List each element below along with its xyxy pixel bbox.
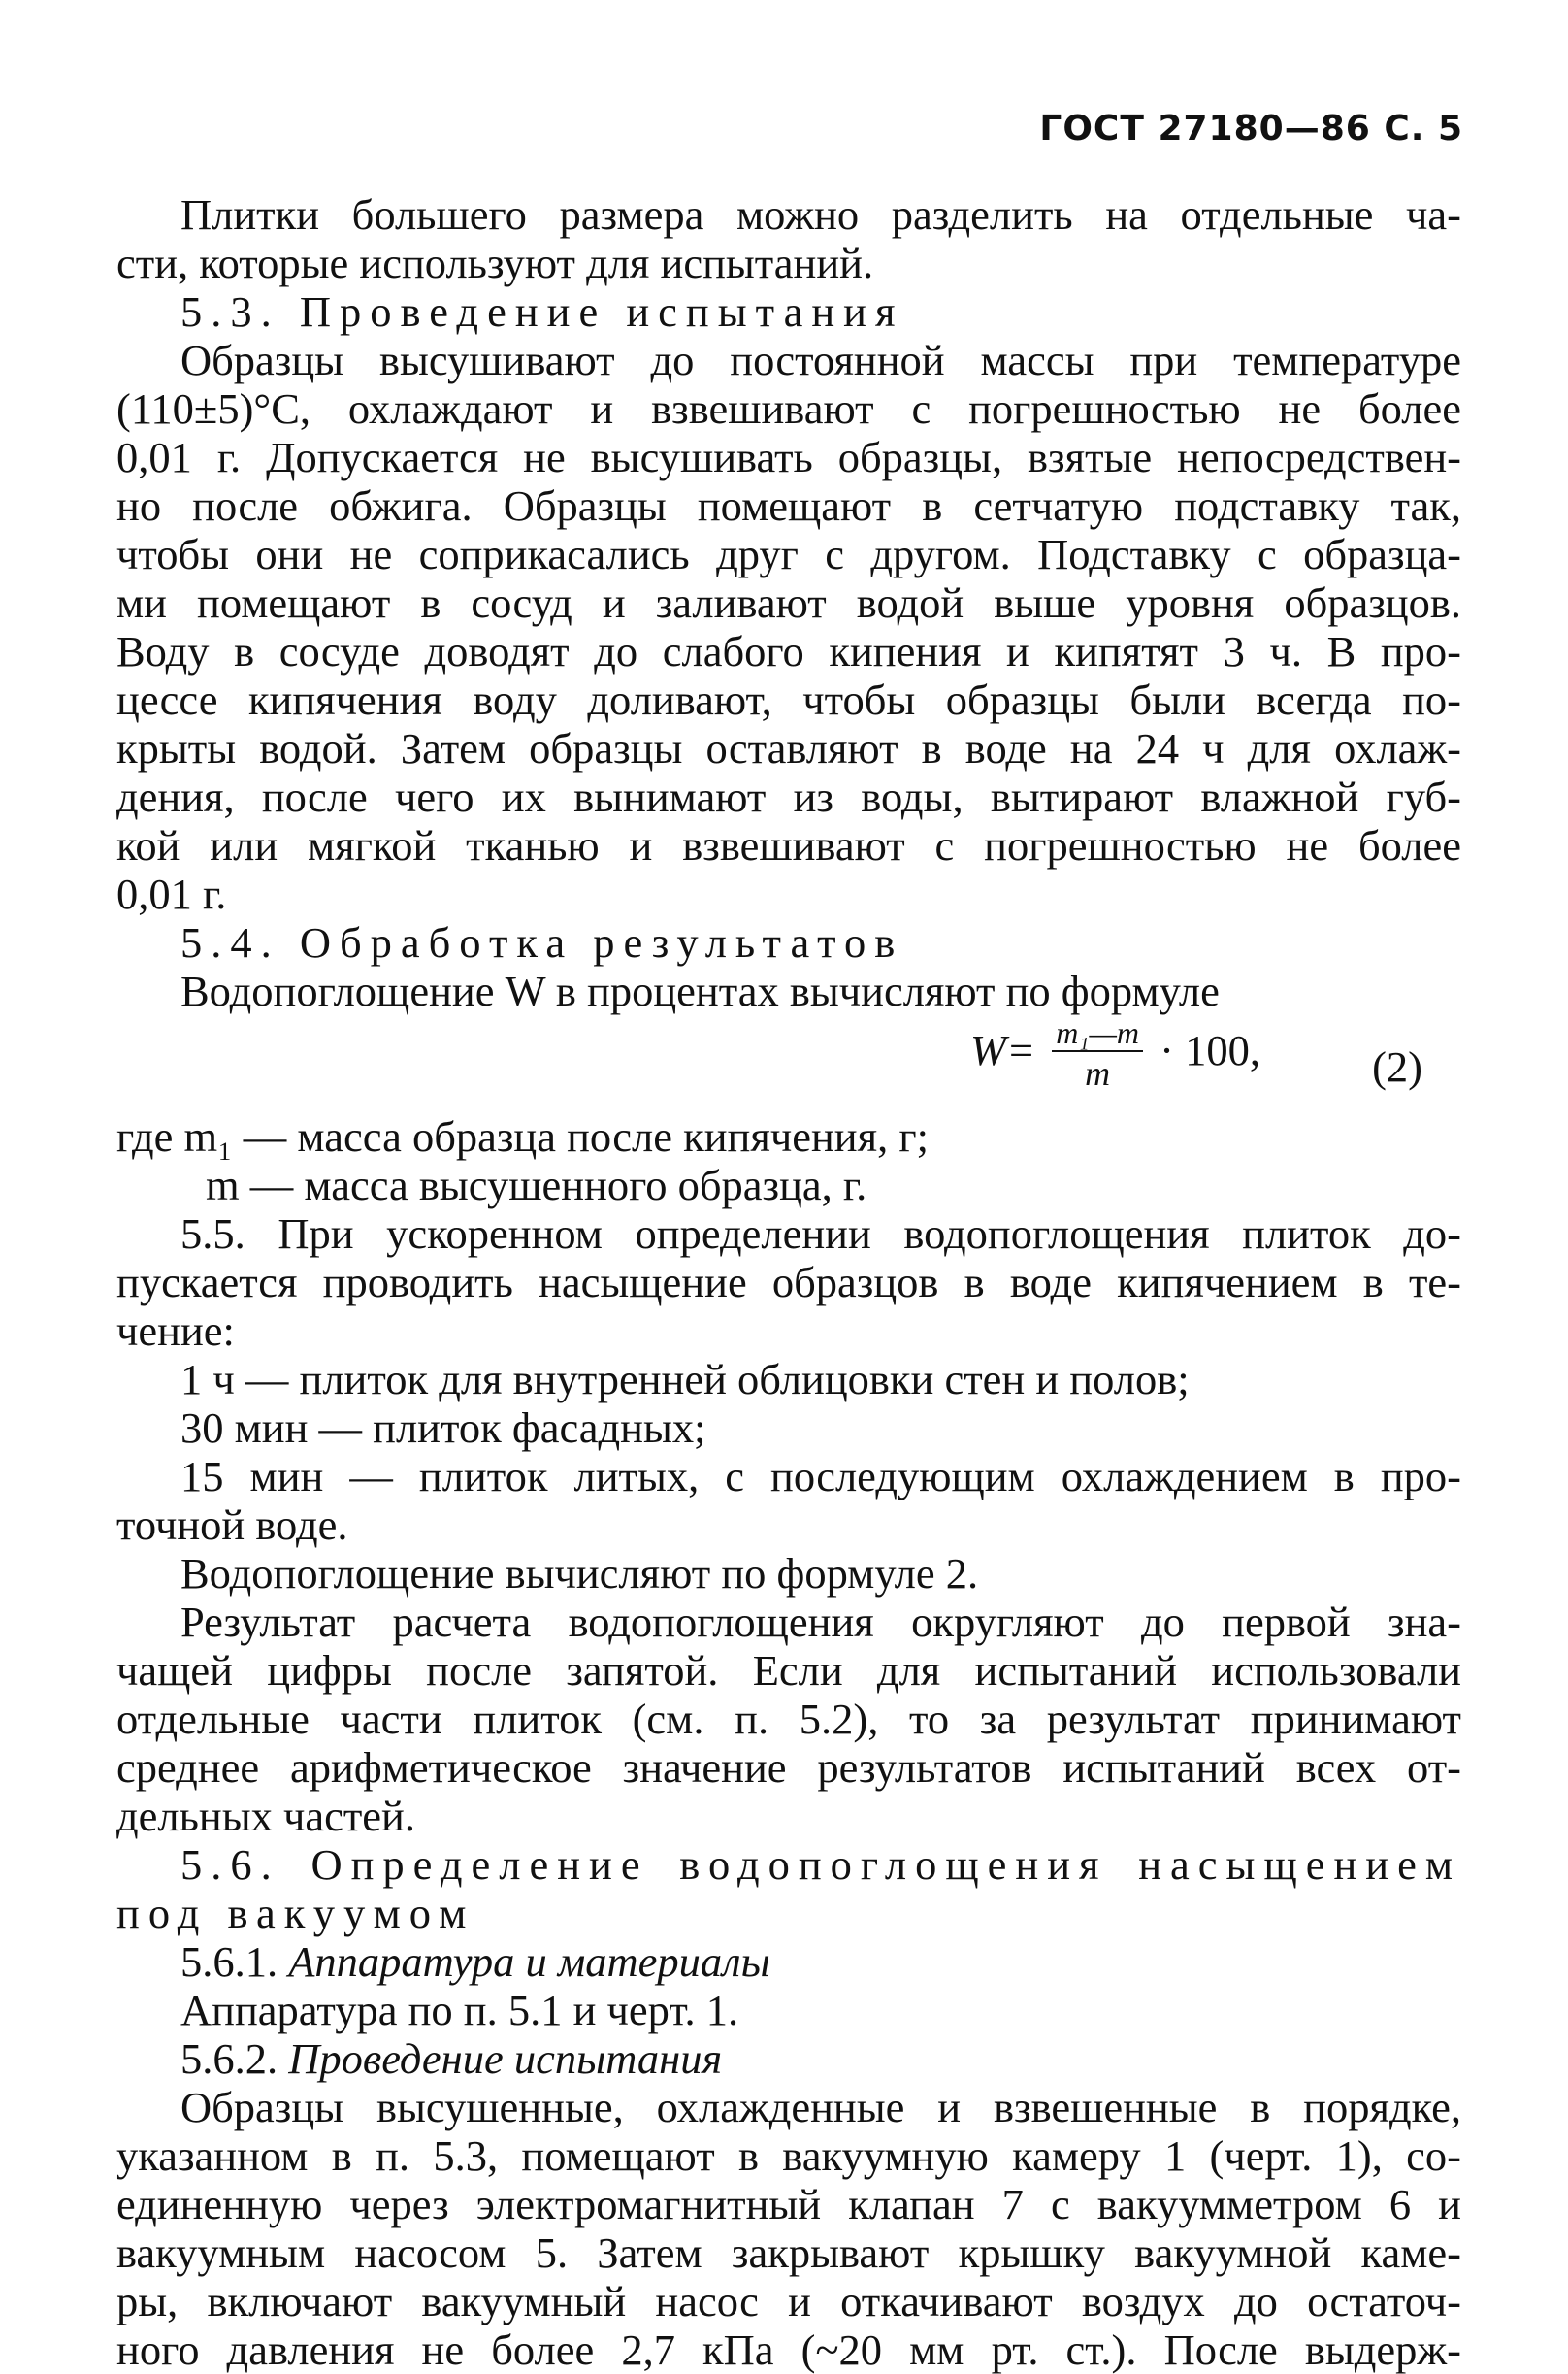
paragraph-line: 5.6.2. Проведение испытания	[180, 2034, 723, 2083]
text-block-2	[116, 1209, 1461, 2374]
paragraph-line: Образцы высушенные, охлажденные и взвешенные в порядке,	[180, 2083, 1461, 2131]
paragraph-line: 0,01 г. Допускается не высушивать образцы, взятые непосредствен-	[116, 433, 1461, 481]
paragraph-line: Образцы высушивают до постоянной массы при температуре	[180, 336, 1461, 384]
paragraph-line: чтобы они не соприкасались друг с другом. Подставку с образца-	[116, 530, 1461, 578]
formula-rhs: · 100,	[1160, 1026, 1260, 1075]
paragraph-line: 30 мин — плиток фасадных;	[180, 1403, 706, 1452]
paragraph-line: Аппаратура по п. 5.1 и черт. 1.	[180, 1986, 739, 2034]
paragraph-line: 0,01 г.	[116, 870, 227, 918]
formula-lhs: W=	[970, 1026, 1036, 1075]
formula-denominator: m	[1085, 1054, 1111, 1093]
paragraph-line: 5.6.1. Аппаратура и материалы	[180, 1937, 770, 1986]
paragraph-line: точной воде.	[116, 1500, 348, 1549]
paragraph-line: дения, после чего их вынимают из воды, вытирают влажной губ-	[116, 773, 1461, 821]
paragraph-line: дельных частей.	[116, 1792, 416, 1840]
paragraph-line: (110±5)°С, охлаждают и взвешивают с погрешностью не более	[116, 384, 1461, 433]
paragraph-line: указанном в п. 5.3, помещают в вакуумную камеру 1 (черт. 1), со-	[116, 2131, 1461, 2180]
paragraph-line: среднее арифметическое значение результатов испытаний всех от-	[116, 1743, 1461, 1792]
paragraph-line: сти, которые используют для испытаний.	[116, 239, 874, 287]
paragraph-line: Результат расчета водопоглощения округляют до первой зна-	[180, 1598, 1461, 1646]
paragraph-line: ры, включают вакуумный насос и откачивают воздух до остаточ-	[116, 2277, 1461, 2325]
paragraph-line: 5.5. При ускоренном определении водопоглощения плиток до-	[180, 1209, 1461, 1258]
paragraph-line: но после обжига. Образцы помещают в сетчатую подставку так,	[116, 481, 1461, 530]
paragraph-line: чащей цифры после запятой. Если для испытаний использовали	[116, 1646, 1461, 1695]
paragraph-line: 5.3. Проведение испытания	[180, 287, 904, 336]
text-block-1	[116, 190, 1461, 1015]
document-body	[116, 190, 1461, 2374]
paragraph-line: единенную через электромагнитный клапан 7 с вакуумметром 6 и	[116, 2180, 1461, 2228]
paragraph-line: 1 ч — плиток для внутренней облицовки стен и полов;	[180, 1355, 1190, 1403]
paragraph-line: под вакуумом	[116, 1889, 475, 1937]
paragraph-line: Воду в сосуде доводят до слабого кипения и кипятят 3 ч. В про-	[116, 627, 1461, 676]
paragraph-line: Плитки большего размера можно разделить на отдельные ча-	[180, 190, 1461, 239]
paragraph-line: цессе кипячения воду доливают, чтобы образцы были всегда по-	[116, 676, 1461, 724]
paragraph-line: ного давления не более 2,7 кПа (~20 мм рт. ст.). После выдерж-	[116, 2325, 1461, 2374]
formula-numerator: m₁—m	[1052, 1015, 1143, 1052]
formula-number: (2)	[1372, 1042, 1422, 1091]
paragraph-line: 15 мин — плиток литых, с последующим охлаждением в про-	[180, 1452, 1461, 1500]
formula-expression	[970, 1015, 1260, 1095]
paragraph-line: вакуумным насосом 5. Затем закрывают крышку вакуумной каме-	[116, 2228, 1461, 2277]
paragraph-line: Водопоглощение вычисляют по формуле 2.	[180, 1549, 979, 1598]
paragraph-line: Водопоглощение W в процентах вычисляют по формуле	[180, 967, 1220, 1015]
paragraph-line: пускается проводить насыщение образцов в воде кипячением в те-	[116, 1258, 1461, 1306]
paragraph-line: 5.6. Определение водопоглощения насыщением	[180, 1840, 1461, 1889]
page-header: ГОСТ 27180—86 С. 5	[1039, 109, 1463, 148]
formula-fraction	[1052, 1015, 1143, 1095]
paragraph-line: кой или мягкой тканью и взвешивают с погрешностью не более	[116, 821, 1461, 870]
variable-definitions	[116, 1112, 1461, 1209]
definition-line: m — масса высушенного образца, г.	[206, 1161, 867, 1209]
paragraph-line: крыты водой. Затем образцы оставляют в воде на 24 ч для охлаж-	[116, 724, 1461, 773]
paragraph-line: 5.4. Обработка результатов	[180, 918, 904, 967]
paragraph-line: ми помещают в сосуд и заливают водой выше уровня образцов.	[116, 578, 1461, 627]
formula-2	[116, 1015, 1461, 1112]
definition-line: где m₁ — масса образца после кипячения, г;	[116, 1112, 929, 1161]
paragraph-line: отдельные части плиток (см. п. 5.2), то за результат принимают	[116, 1695, 1461, 1743]
paragraph-line: чение:	[116, 1306, 235, 1355]
